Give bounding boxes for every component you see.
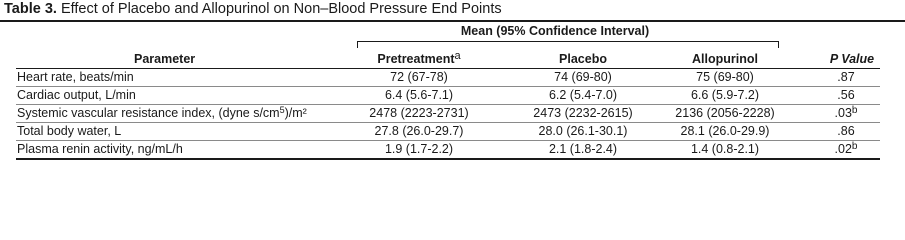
cell-allopurinol: 28.1 (26.0-29.9) [680,124,770,138]
top-rule [0,20,905,22]
column-header-parameter: Parameter [134,52,196,66]
footnote-marker: b [851,141,858,152]
table-caption [4,1,502,17]
table-row [16,105,880,123]
column-header-allopurinol: Allopurinol [692,52,758,66]
cell-pretreatment: 1.9 (1.7-2.2) [384,142,454,156]
column-header-placebo: Placebo [559,52,607,66]
cell-p-value: .56 [837,88,855,102]
table-row [16,141,880,160]
table-row [16,87,880,105]
cell-parameter: Cardiac output, L/min [17,88,136,102]
group-bracket [357,41,779,48]
column-header-p-value: P Value [829,52,875,66]
cell-parameter: Heart rate, beats/min [17,70,134,84]
cell-allopurinol: 1.4 (0.8-2.1) [690,142,760,156]
cell-parameter: Systemic vascular resistance index, (dyne $s/cm^5)/m^2$ [17,105,307,120]
cell-placebo: 74 (69-80) [554,70,612,84]
cell-parameter: Total body water, L [17,124,122,138]
cell-pretreatment: 72 (67-78) [390,70,448,84]
column-header-pretreatment: Pretreatment$^a$ [377,50,461,66]
cell-placebo: 6.2 (5.4-7.0) [548,88,618,102]
cell-pretreatment: 27.8 (26.0-29.7) [374,124,464,138]
table-row [16,123,880,141]
cell-p-value: .02$^b$ [834,141,858,156]
footnote-marker: b [851,105,858,116]
cell-placebo: 2473 (2232-2615) [533,106,633,120]
cell-p-value: .03$^b$ [834,105,858,120]
cell-parameter: Plasma renin activity, ng/mL/h [17,142,183,156]
cell-allopurinol: 2136 (2056-2228) [675,106,775,120]
table-number: Table 3. [4,1,57,17]
cell-placebo: 2.1 (1.8-2.4) [548,142,618,156]
cell-pretreatment: 2478 (2223-2731) [369,106,469,120]
footnote-marker: a [454,50,461,62]
cell-p-value: .87 [837,70,855,84]
cell-p-value: .86 [837,124,855,138]
cell-pretreatment: 6.4 (5.6-7.1) [384,88,454,102]
cell-placebo: 28.0 (26.1-30.1) [538,124,628,138]
cell-allopurinol: 75 (69-80) [696,70,754,84]
cell-allopurinol: 6.6 (5.9-7.2) [690,88,760,102]
table-row [16,69,880,87]
table-title: Effect of Placebo and Allopurinol on Non–Blood Pressure End Points [60,1,502,17]
group-header: Mean (95% Confidence Interval) [460,24,650,38]
